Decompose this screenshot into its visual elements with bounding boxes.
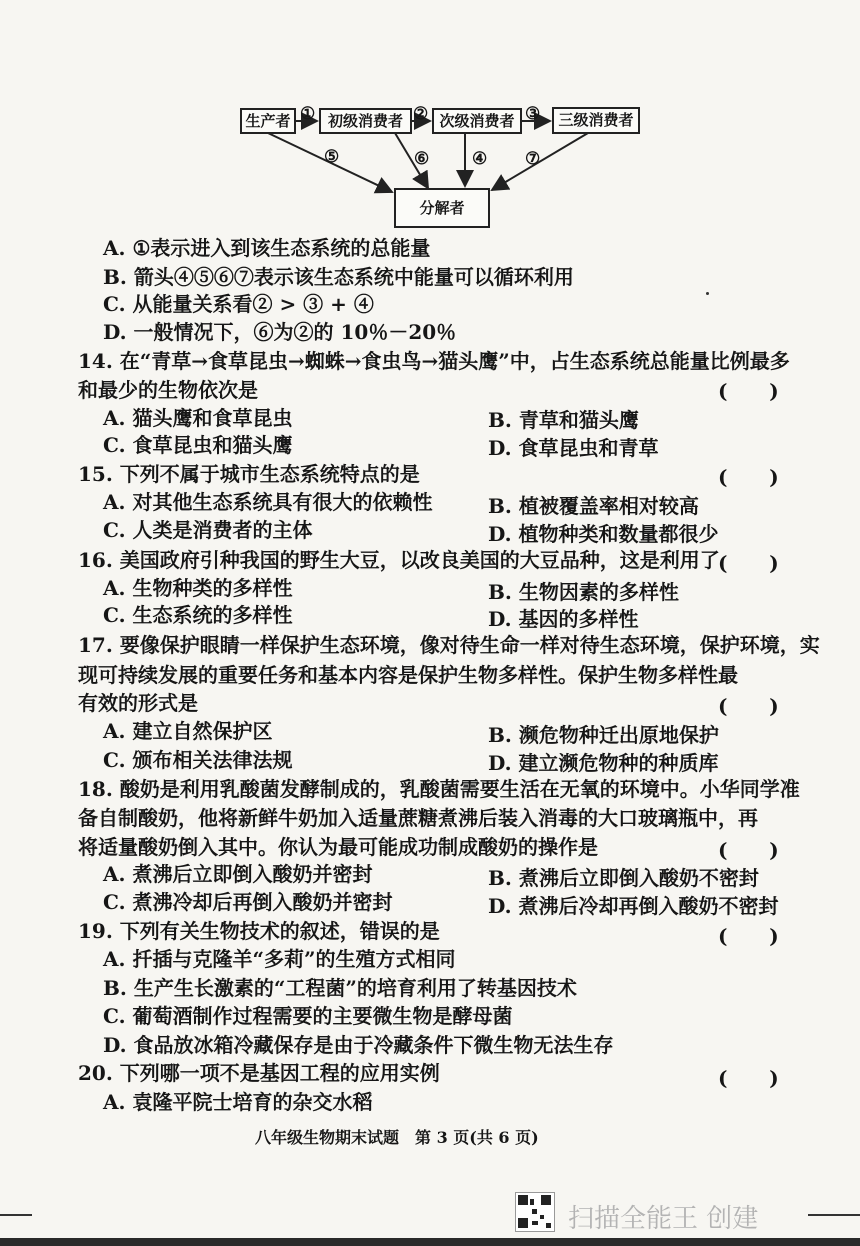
q13-option-a: A. ①表示进入到该生态系统的总能量 (103, 236, 431, 260)
scan-edge-bottom (0, 1238, 860, 1246)
q18-stem-line1: 18. 酸奶是利用乳酸菌发酵制成的，乳酸菌需要生活在无氧的环境中。小华同学准 (78, 777, 800, 801)
primary-consumer-node: 初级消费者 (319, 108, 412, 134)
q20-stem: 20. 下列哪一项不是基因工程的应用实例 (78, 1061, 440, 1085)
q14-option-a: A. 猫头鹰和食草昆虫 (103, 406, 293, 430)
q17-option-a: A. 建立自然保护区 (103, 719, 273, 743)
q17-stem-line1: 17. 要像保护眼睛一样保护生态环境，像对待生命一样对待生态环境，保护环境，实 (78, 633, 820, 657)
page-footer: 八年级生物期末试题 第 3 页(共 6 页) (255, 1128, 539, 1147)
qr-code-icon (515, 1192, 555, 1232)
arrow-label-7: ⑦ (525, 149, 541, 169)
q20-option-a: A. 袁隆平院士培育的杂交水稻 (103, 1090, 373, 1114)
q20-answer-blank[interactable]: ( ) (718, 1066, 779, 1090)
q14-option-b: B. 青草和猫头鹰 (488, 408, 639, 432)
producer-node: 生产者 (240, 108, 296, 134)
q18-option-c: C. 煮沸冷却后再倒入酸奶并密封 (103, 890, 393, 914)
secondary-consumer-node: 次级消费者 (432, 108, 522, 134)
q16-stem: 16. 美国政府引种我国的野生大豆，以改良美国的大豆品种，这是利用了 (78, 548, 720, 572)
q18-answer-blank[interactable]: ( ) (718, 838, 779, 862)
q15-option-d: D. 植物种类和数量都很少 (488, 522, 719, 546)
q18-option-d: D. 煮沸后冷却再倒入酸奶不密封 (488, 894, 779, 918)
decomposer-node: 分解者 (394, 188, 490, 228)
q14-stem-line2: 和最少的生物依次是 (78, 378, 258, 402)
ink-speck (706, 292, 709, 295)
q13-option-b: B. 箭头④⑤⑥⑦表示该生态系统中能量可以循环利用 (103, 265, 574, 289)
q13-option-c: C. 从能量关系看② > ③ + ④ (103, 292, 374, 316)
q19-stem: 19. 下列有关生物技术的叙述，错误的是 (78, 919, 440, 943)
scan-edge-line-left (0, 1214, 32, 1216)
q15-option-a: A. 对其他生态系统具有很大的依赖性 (103, 490, 433, 514)
q15-option-b: B. 植被覆盖率相对较高 (488, 494, 699, 518)
q17-answer-blank[interactable]: ( ) (718, 694, 779, 718)
q15-stem: 15. 下列不属于城市生态系统特点的是 (78, 462, 420, 486)
scan-edge-line-right (808, 1214, 860, 1216)
q18-option-a: A. 煮沸后立即倒入酸奶并密封 (103, 862, 373, 886)
q14-answer-blank[interactable]: ( ) (718, 379, 779, 403)
q19-option-d: D. 食品放冰箱冷藏保存是由于冷藏条件下微生物无法生存 (103, 1033, 614, 1057)
q19-option-c: C. 葡萄酒制作过程需要的主要微生物是酵母菌 (103, 1004, 513, 1028)
q16-option-b: B. 生物因素的多样性 (488, 580, 679, 604)
q15-answer-blank[interactable]: ( ) (718, 465, 779, 489)
arrow-label-4: ④ (472, 149, 488, 169)
q19-option-a: A. 扦插与克隆羊“多莉”的生殖方式相同 (103, 947, 456, 971)
arrow-label-3: ③ (525, 104, 541, 124)
arrow-label-6: ⑥ (414, 149, 430, 169)
q17-stem-line2: 现可持续发展的重要任务和基本内容是保护生物多样性。保护生物多样性最 (78, 663, 738, 687)
q16-option-a: A. 生物种类的多样性 (103, 576, 293, 600)
q14-option-d: D. 食草昆虫和青草 (488, 436, 659, 460)
q17-option-b: B. 濒危物种迁出原地保护 (488, 723, 719, 747)
tertiary-consumer-node: 三级消费者 (552, 107, 640, 134)
q18-stem-line3: 将适量酸奶倒入其中。你认为最可能成功制成酸奶的操作是 (78, 835, 598, 859)
scanner-watermark: 扫描全能王 创建 (568, 1204, 759, 1234)
q14-stem-line1: 14. 在“青草→食草昆虫→蜘蛛→食虫鸟→猫头鹰”中，占生态系统总能量比例最多 (78, 349, 790, 373)
q16-option-c: C. 生态系统的多样性 (103, 603, 293, 627)
q18-stem-line2: 备自制酸奶，他将新鲜牛奶加入适量蔗糖煮沸后装入消毒的大口玻璃瓶中，再 (78, 806, 758, 830)
q15-option-c: C. 人类是消费者的主体 (103, 518, 313, 542)
arrow-label-5: ⑤ (324, 147, 340, 167)
q19-answer-blank[interactable]: ( ) (718, 924, 779, 948)
arrow-label-1: ① (300, 104, 316, 124)
q16-option-d: D. 基因的多样性 (488, 607, 639, 631)
arrow-label-2: ② (413, 104, 429, 124)
q17-option-c: C. 颁布相关法律法规 (103, 748, 293, 772)
q17-stem-line3: 有效的形式是 (78, 691, 198, 715)
q14-option-c: C. 食草昆虫和猫头鹰 (103, 433, 293, 457)
q19-option-b: B. 生产生长激素的“工程菌”的培育利用了转基因技术 (103, 976, 577, 1000)
q18-option-b: B. 煮沸后立即倒入酸奶不密封 (488, 866, 759, 890)
q17-option-d: D. 建立濒危物种的种质库 (488, 751, 719, 775)
q16-answer-blank[interactable]: ( ) (718, 551, 779, 575)
q13-option-d: D. 一般情况下，⑥为②的 10％－20％ (103, 320, 457, 344)
